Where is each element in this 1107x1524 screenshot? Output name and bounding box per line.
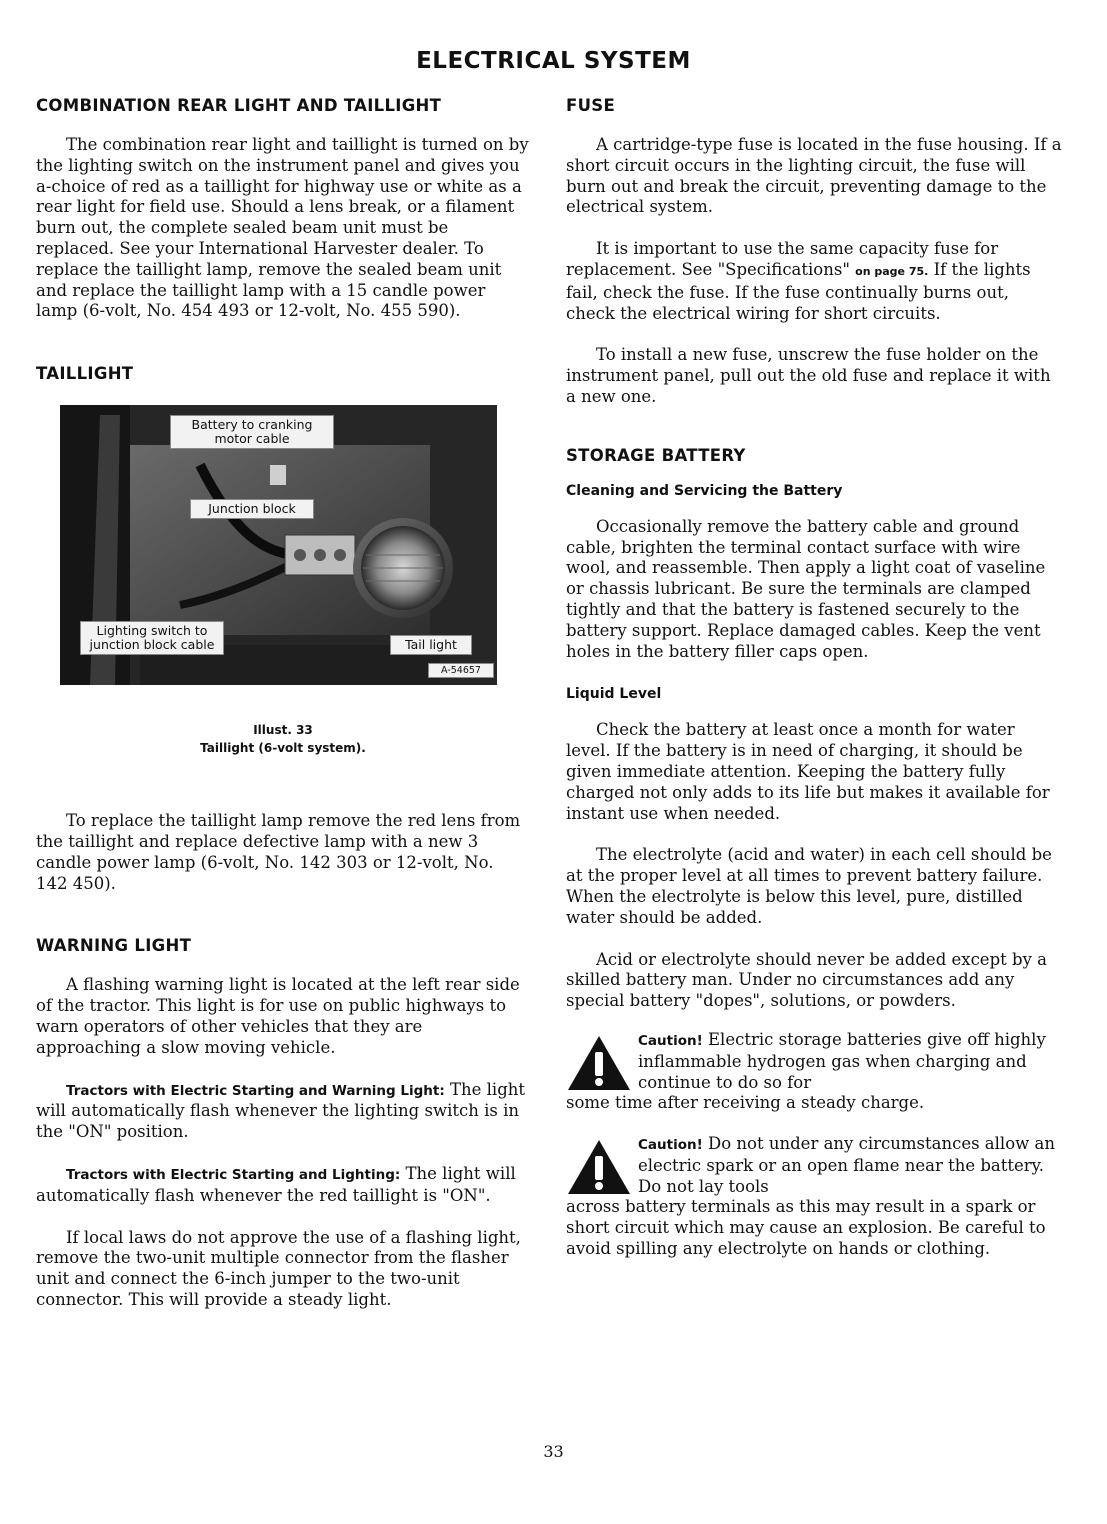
starting-warning-text: The light will automatically flash whenever the lighting switch is in the "ON" position.: [36, 1079, 526, 1142]
starting-lighting-text: The light will automatically flash whenever the red taillight is "ON".: [36, 1163, 516, 1205]
starting-warning-label: Tractors with Electric Starting and Warning Light:: [66, 1082, 445, 1099]
figure-caption-number: Illust. 33: [253, 723, 313, 738]
caution-spark-tail: across battery terminals as this may result in a spark or short circuit which may cause an explosion. Be careful to avoid spilling any electrolyte on hands or clothing.: [566, 1197, 1046, 1259]
figure-code: A-54657: [428, 663, 494, 678]
starting-warning-paragraph: [36, 1080, 530, 1143]
fuse-heading: FUSE: [566, 96, 616, 115]
starting-lighting-paragraph: [36, 1164, 530, 1207]
left-column: [36, 96, 530, 1311]
starting-lighting-label: Tractors with Electric Starting and Lighting:: [66, 1166, 401, 1183]
warning-light-heading: WARNING LIGHT: [36, 936, 192, 956]
caution-hydrogen: [566, 1030, 1062, 1114]
caution-hydrogen-text: [638, 1030, 1062, 1093]
liquid-level-heading: Liquid Level: [566, 686, 662, 703]
taillight-paragraph: To replace the taillight lamp remove the red lens from the taillight and replace defective lamp with a new 3 candle power lamp (6-volt, No. 142 303 or 12-volt, No. 142 450).: [36, 811, 521, 893]
callout-junction-block: Junction block: [190, 499, 314, 519]
combination-light-paragraph: The combination rear light and taillight is turned on by the lighting switch on the instrument panel and gives you a-choice of red as a taillight for highway use or white as a rear light for field use. Should a lens break, or a filament burn out, the complete sealed beam unit must be replaced. See your International Harvester dealer. To replace the taillight lamp, remove the sealed beam unit and replace the taillight lamp with a 15 candle power lamp (6-volt, No. 454 493 or 12-volt, No. 455 590).: [36, 135, 529, 321]
warning-light-paragraph: A flashing warning light is located at the left rear side of the tractor. This light is for use on public highways to warn operators of other vehicles that they are approaching a slow moving vehicle.: [36, 975, 520, 1057]
cleaning-paragraph: Occasionally remove the battery cable and ground cable, brighten the terminal contact surface with wire wool, and reassemble. Then apply a light coat of vaseline or chassis lubricant. Be sure the terminals are clamped tightly and that the battery is fastened securely to the battery support. Replace damaged cables. Keep the vent holes in the battery filler caps open.: [566, 516, 1046, 661]
caution-spark-label: Caution!: [638, 1137, 703, 1154]
fuse-paragraph-2-start: It is important to use the same capacity fuse for replacement. See "Specifications": [566, 239, 999, 279]
liquid-level-paragraph-3: Acid or electrolyte should never be added except by a skilled battery man. Under no circumstances add any special battery "dopes", solutions, or powders.: [566, 949, 1047, 1011]
page-title: ELECTRICAL SYSTEM: [416, 48, 691, 74]
caution-spark: [566, 1134, 1062, 1260]
taillight-photo: [60, 405, 497, 685]
caution-hydrogen-label: Caution!: [638, 1032, 703, 1049]
caution-spark-text: [638, 1134, 1062, 1197]
fuse-paragraph-1: A cartridge-type fuse is located in the fuse housing. If a short circuit occurs in the lighting circuit, the fuse will burn out and break the circuit, preventing damage to the electrical system.: [566, 135, 1062, 217]
combination-light-heading: COMBINATION REAR LIGHT AND TAILLIGHT: [36, 96, 442, 115]
liquid-level-paragraph-1: Check the battery at least once a month for water level. If the battery is in need of charging, it should be given immediate attention. Keeping the battery fully charged not only adds to its life but makes it available for instant use when needed.: [566, 720, 1050, 823]
callout-tail-light: Tail light: [390, 635, 472, 655]
cleaning-servicing-heading: Cleaning and Servicing the Battery: [566, 482, 843, 499]
warning-triangle-icon: [566, 1138, 632, 1196]
fuse-paragraph-2-end: If the lights fail, check the fuse. If the fuse continually burns out, check the electrical wiring for short circuits.: [566, 259, 1031, 323]
local-laws-paragraph: If local laws do not approve the use of a flashing light, remove the two-unit multiple connector from the flasher unit and connect the 6-inch jumper to the two-unit connector. This will provide a steady light.: [36, 1227, 521, 1309]
caution-spark-body: Do not under any circumstances allow an electric spark or an open flame near the battery. Do not lay tools: [638, 1134, 1055, 1196]
warning-triangle-icon: [566, 1034, 632, 1092]
callout-battery-cable: Battery to cranking motor cable: [170, 415, 334, 449]
storage-battery-heading: STORAGE BATTERY: [566, 445, 746, 465]
page-number: 33: [543, 1442, 564, 1461]
taillight-heading: TAILLIGHT: [36, 364, 134, 384]
fuse-paragraph-2: [566, 239, 1062, 324]
figure-caption-text: Taillight (6-volt system).: [200, 741, 366, 756]
right-column: [566, 96, 1062, 1260]
callout-lighting-switch-cable: Lighting switch to junction block cable: [80, 621, 224, 655]
liquid-level-paragraph-2: The electrolyte (acid and water) in each cell should be at the proper level at all times to prevent battery failure. When the electrolyte is below this level, pure, distilled water should be added.: [566, 845, 1052, 927]
fuse-page-reference: on page 75.: [855, 264, 929, 278]
fuse-paragraph-3: To install a new fuse, unscrew the fuse holder on the instrument panel, pull out the old fuse and replace it with a new one.: [566, 345, 1051, 406]
caution-hydrogen-tail: some time after receiving a steady charge.: [566, 1093, 925, 1113]
caution-hydrogen-body: Electric storage batteries give off highly inflammable hydrogen gas when charging and continue to do so for: [638, 1029, 1046, 1092]
